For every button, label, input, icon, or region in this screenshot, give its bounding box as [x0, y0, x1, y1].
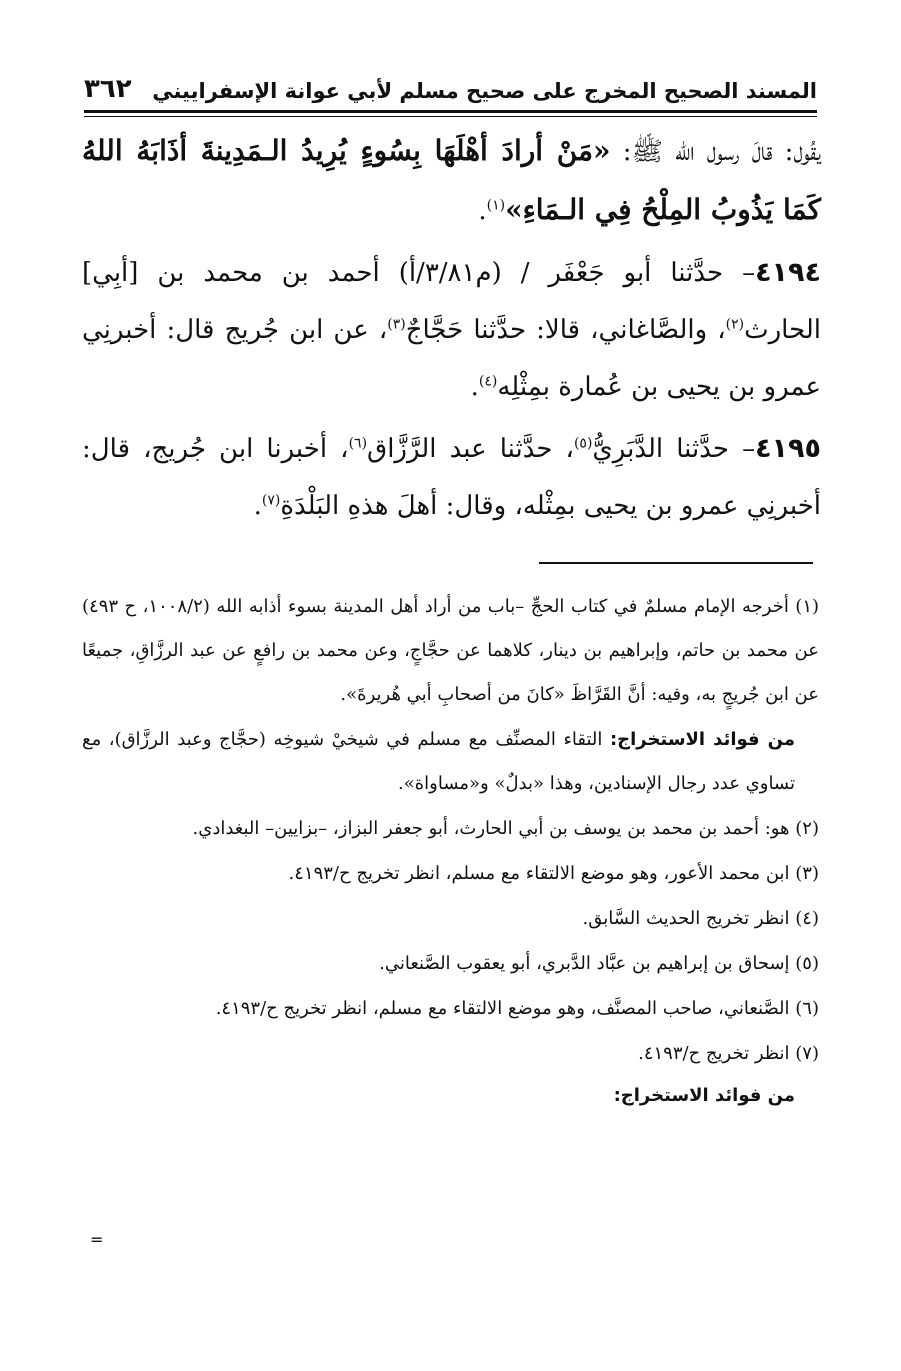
isnad-text: ، حدَّثنا عبد الرَّزَّاق [367, 434, 574, 464]
running-title: المسند الصحيح المخرج على صحيح مسلم لأبي عوانة الإسفراييني [152, 79, 817, 103]
footnote-ref-4: (٤) [478, 373, 498, 390]
continuation-mark: = [90, 1230, 104, 1249]
footnote-ref-2: (٢) [725, 316, 745, 333]
benefit-note [82, 718, 819, 806]
footnote-ref-6: (٦) [348, 435, 368, 452]
closing-heading: من فوائد الاستخراج: [613, 1085, 795, 1106]
hadith-number: ٤١٩٤ [755, 257, 821, 288]
footnote-ref-5: (٥) [573, 435, 593, 452]
page-number: ٣٦٢ [84, 74, 132, 104]
paragraph-end: . [253, 491, 262, 521]
footnote-2: (٢) هو: أحمد بن محمد بن يوسف بن أبي الحارث، أبو جعفر البزاز، –بزايين– البغدادي. [192, 818, 819, 839]
isnad-text: – حدَّثنا الدَّبَرِيُّ [592, 434, 756, 464]
isnad-text: ، عن ابن جُريج قال: أخبرنِي عمرو بن يحيى بن عُمارة بمِثْلِه [82, 315, 821, 402]
footnote-1: (١) أخرجه الإمام مسلمٌ في كتاب الحجِّ –باب من أراد أهل المدينة بسوء أذابه الله (١٠٠٨/٢، ح ٤٩٣) عن محمد بن حاتم، وإبراهيم بن دينار، كلاهما عن حجَّاجٍ، وعن محمد بن رافعٍ عن عبد الرزَّاقِ، جميعًا عن ابن جُريجٍ به، وفيه: أنَّ القَرَّاظَ «كانَ من أصحابِ أبي هُريرةَ». [82, 596, 820, 705]
header-rule-thin [84, 116, 817, 117]
benefit-label: من فوائد الاستخراج: [609, 729, 796, 750]
quote-intro: يقُول: قالَ رسول الله ﷺ: [610, 137, 822, 167]
footnote-ref-1: (١) [486, 197, 506, 214]
isnad-text: ، والصَّاغاني، قالا: حدَّثنا حَجَّاجٌ [405, 315, 726, 345]
isnad-text: – حدَّثنا أبو جَعْفَر / (م٣/٨١/أ) أحمد بن محمد بن [أبِي] الحارث [82, 258, 821, 345]
footnote-ref-3: (٣) [387, 316, 406, 333]
paragraph-hadith-4194 [82, 244, 821, 416]
footnotes [82, 585, 819, 1116]
running-header [84, 62, 817, 102]
paragraph-hadith-quote [82, 122, 821, 240]
main-text [82, 122, 821, 535]
footnote-6: (٦) الصَّنعاني، صاحب المصنَّف، وهو موضع الالتقاء مع مسلم، انظر تخريج ح/٤١٩٣. [215, 998, 819, 1019]
benefit-text: التقاء المصنِّف مع مسلم في شيخيْ شيوخِه (حجَّاج وعبد الرزَّاق)، مع تساوي عدد رجال الإسنادين، وهذا «بدلٌ» و«مساواة». [82, 729, 795, 794]
paragraph-end: . [470, 372, 479, 402]
footnote-7: (٧) انظر تخريج ح/٤١٩٣. [638, 1043, 819, 1064]
paragraph-end: . [478, 196, 487, 226]
prophetic-quote: «مَنْ أرادَ أهْلَهَا بِسُوءٍ يُرِيدُ الـمَدِينةَ أذَابَهُ اللهُ كَمَا يَذُوبُ المِلْحُ فِي الـمَاءِ» [82, 134, 821, 226]
header-rule-thick [84, 110, 817, 113]
paragraph-hadith-4195 [82, 420, 821, 535]
footnote-ref-7: (٧) [261, 492, 281, 509]
hadith-number: ٤١٩٥ [755, 433, 821, 464]
isnad-text: ، أخبرنا ابن جُريج، قال: أخبرنِي عمرو بن يحيى بمِثْله، وقال: أهلَ هذهِ البَلْدَةِ [82, 434, 821, 521]
footnote-4: (٤) انظر تخريج الحديث السَّابق. [582, 908, 819, 929]
footnote-separator [539, 562, 813, 564]
footnote-5: (٥) إسحاق بن إبراهيم بن عبَّاد الدَّبري، أبو يعقوب الصَّنعاني. [379, 953, 819, 974]
footnote-3: (٣) ابن محمد الأعور، وهو موضع الالتقاء مع مسلم، انظر تخريج ح/٤١٩٣. [288, 863, 819, 884]
